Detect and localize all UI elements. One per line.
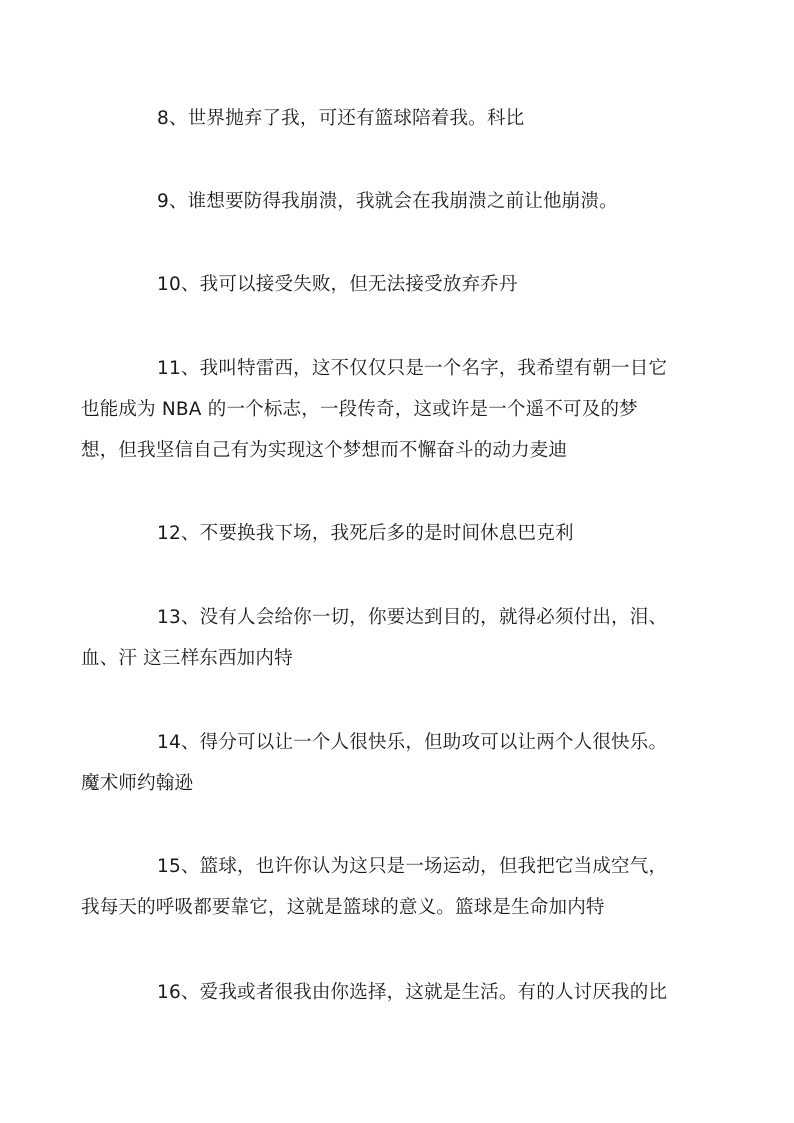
text-line: 魔术师约翰逊 <box>81 773 194 794</box>
text-line: 14、得分可以让一个人很快乐，但助攻可以让两个人很快乐。 <box>157 732 668 753</box>
quote-paragraph-12 <box>119 513 679 554</box>
quote-paragraph-11 <box>81 348 679 471</box>
text-line: 9、谁想要防得我崩溃，我就会在我崩溃之前让他崩溃。 <box>157 191 618 212</box>
quote-paragraph-9 <box>119 181 679 222</box>
text-line: 血、汗 这三样东西加内特 <box>81 648 293 669</box>
text-line: 16、爱我或者很我由你选择，这就是生活。有的人讨厌我的比 <box>157 982 668 1003</box>
quote-paragraph-14 <box>81 722 679 804</box>
text-line: 13、没有人会给你一切，你要达到目的，就得必须付出，泪、 <box>157 607 668 628</box>
text-line: 8、世界抛弃了我，可还有篮球陪着我。科比 <box>157 108 525 129</box>
quote-paragraph-8 <box>119 98 679 139</box>
quote-paragraph-15 <box>81 846 679 928</box>
text-line: 我每天的呼吸都要靠它，这就是篮球的意义。篮球是生命加内特 <box>81 897 605 918</box>
text-line: 想，但我坚信自己有为实现这个梦想而不懈奋斗的动力麦迪 <box>81 440 568 461</box>
quote-paragraph-10 <box>119 264 679 305</box>
text-line: 10、我可以接受失败，但无法接受放弃乔丹 <box>157 274 518 295</box>
quote-paragraph-13 <box>81 597 679 679</box>
text-line: 15、篮球，也许你认为这只是一场运动，但我把它当成空气， <box>157 856 668 877</box>
quote-paragraph-16 <box>119 972 679 1013</box>
text-line: 也能成为 NBA 的一个标志，一段传奇，这或许是一个遥不可及的梦 <box>81 399 638 420</box>
text-line: 11、我叫特雷西，这不仅仅只是一个名字，我希望有朝一日它 <box>157 358 668 379</box>
text-line: 12、不要换我下场，我死后多的是时间休息巴克利 <box>157 523 574 544</box>
